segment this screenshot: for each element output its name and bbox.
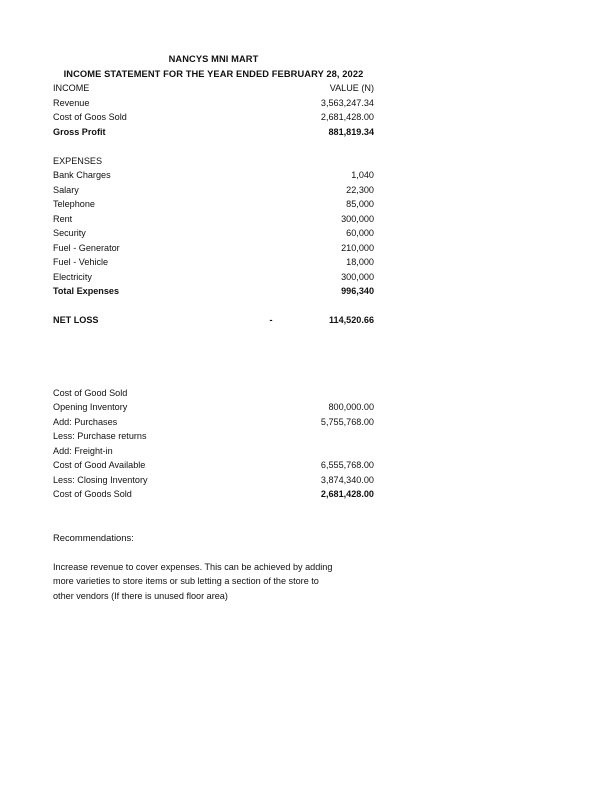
row-label: Telephone — [53, 199, 95, 209]
table-row — [53, 226, 374, 241]
net-loss-sign: - — [269, 315, 273, 325]
recommendations-title: Recommendations: — [53, 531, 134, 543]
row-value: 210,000 — [341, 242, 374, 253]
table-row — [53, 473, 374, 488]
row-label: Add: Purchases — [53, 416, 118, 427]
net-loss-label: NET LOSS — [53, 315, 99, 325]
row-value: 3,874,340.00 — [320, 474, 374, 485]
row-value: 6,555,768.00 — [320, 460, 374, 470]
row-value: 85,000 — [346, 199, 374, 209]
table-row — [53, 110, 374, 125]
table-row — [53, 96, 374, 111]
row-label: Cost of Goos Sold — [53, 112, 127, 122]
table-row — [53, 212, 374, 227]
recommendations-line: more varieties to store items or sub letting a section of the store to — [53, 576, 319, 587]
cogs-total-row — [53, 487, 374, 502]
row-value: 996,340 — [341, 286, 374, 296]
recommendations-line: other vendors (If there is unused floor area) — [53, 590, 228, 601]
row-label: Add: Freight-in — [53, 445, 113, 456]
spacer — [53, 328, 374, 386]
spacer — [53, 502, 374, 531]
row-label: Rent — [53, 213, 73, 224]
row-label: Fuel - Vehicle — [53, 257, 109, 267]
expenses-header: EXPENSES — [53, 155, 103, 166]
net-loss-row — [53, 313, 374, 328]
row-value: 2,681,428.00 — [320, 489, 374, 499]
row-value: 800,000.00 — [328, 402, 374, 412]
company-title: NANCYS MNI MART — [168, 54, 259, 64]
cogs-schedule-heading: Cost of Good Sold — [53, 387, 128, 398]
row-value: 300,000 — [341, 213, 374, 224]
row-label: Total Expenses — [53, 286, 120, 296]
row-value: 300,000 — [341, 271, 374, 282]
row-value: 881,819.34 — [328, 126, 374, 137]
recommendations-body — [53, 560, 368, 604]
spacer — [53, 299, 374, 314]
table-row — [53, 255, 374, 270]
net-loss-value: 114,520.66 — [328, 315, 374, 325]
table-row — [53, 197, 374, 212]
table-row — [53, 168, 374, 183]
income-statement-sheet — [53, 52, 374, 603]
total-expenses-row — [53, 284, 374, 299]
row-label: Gross Profit — [53, 126, 106, 137]
row-label: Cost of Good Available — [53, 460, 146, 470]
table-row — [53, 270, 374, 285]
row-value: 2,681,428.00 — [320, 112, 374, 122]
table-row — [53, 183, 374, 198]
statement-title: INCOME STATEMENT FOR THE YEAR ENDED FEBRUARY 28, 2022 — [63, 68, 364, 79]
gross-profit-row — [53, 125, 374, 140]
recommendations-line: Increase revenue to cover expenses. This can be achieved by adding — [53, 561, 333, 572]
row-label: Security — [53, 228, 86, 238]
row-value: 22,300 — [346, 184, 374, 195]
row-label: Less: Closing Inventory — [53, 474, 148, 485]
row-label: Fuel - Generator — [53, 242, 120, 253]
table-row — [53, 429, 374, 444]
row-value: 1,040 — [351, 170, 374, 180]
table-row — [53, 241, 374, 256]
spacer — [53, 139, 374, 154]
spacer — [53, 545, 374, 560]
row-label: Cost of Goods Sold — [53, 489, 132, 499]
row-label: Bank Charges — [53, 170, 111, 180]
table-row — [53, 415, 374, 430]
row-label: Electricity — [53, 271, 92, 282]
income-header-value: VALUE (N) — [329, 83, 374, 93]
income-header-row — [53, 81, 374, 96]
table-row — [53, 400, 374, 415]
row-value: 5,755,768.00 — [320, 416, 374, 427]
income-header-label: INCOME — [53, 83, 90, 93]
table-row — [53, 458, 374, 473]
row-label: Revenue — [53, 97, 90, 108]
row-value: 60,000 — [346, 228, 374, 238]
table-row — [53, 444, 374, 459]
row-label: Salary — [53, 184, 79, 195]
row-label: Less: Purchase returns — [53, 431, 147, 441]
row-value: 3,563,247.34 — [320, 97, 374, 108]
row-value: 18,000 — [346, 257, 374, 267]
row-label: Opening Inventory — [53, 402, 128, 412]
